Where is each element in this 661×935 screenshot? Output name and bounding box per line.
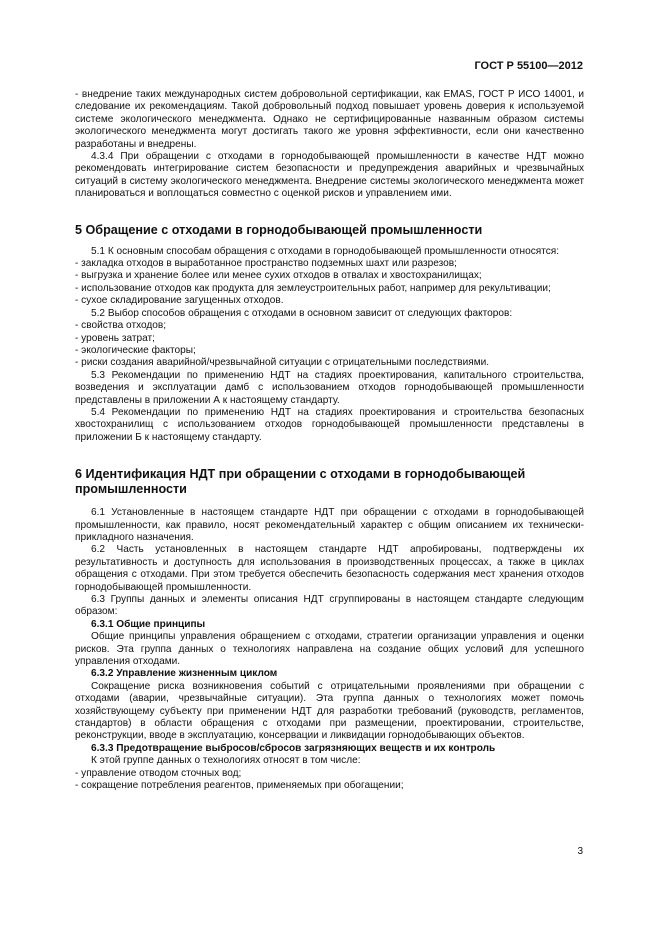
section-6-paragraph: 6.1 Установленные в настоящем стандарте НДТ при обращении с отходами в горнодобывающей промышленности, как правило, носят рекомендательный характер с общим описанием их технически-прикладного назначения. <box>75 507 584 543</box>
section-6-paragraph: Сокращение риска возникновения событий с отрицательными проявлениями при обращении с отходами (аварии, чрезвычайные ситуации). Эта группа данных о технологиях может помочь хозяйствующему субъекту при применении НДТ для разработки требований (руководств, регламентов, стандартов) в области обращения с отходами при размещении, проектировании, строительстве, реконструкции, вводе в эксплуатацию, консервации и ликвидации горнодобывающих объектов. <box>75 680 584 742</box>
intro-paragraph: 4.3.4 При обращении с отходами в горнодобывающей промышленности в качестве НДТ можно рекомендовать интегрирование систем безопасности и предупреждения аварийных и чрезвычайных ситуаций в систему экологического менеджмента. Внедрение системы экологического менеджмента может планироваться и воплощаться совместно с оценкой рисков и управлением ими. <box>75 151 584 200</box>
section-5-line: - закладка отходов в выработанное пространство подземных шахт или разрезов; <box>75 258 457 270</box>
section-5-line: - сухое складирование загущенных отходов. <box>75 295 284 307</box>
list-item: - сокращение потребления реагентов, применяемых при обогащении; <box>75 780 404 792</box>
section-6-heading: 6 Идентификация НДТ при обращении с отходами в горнодобывающей промышленности <box>75 467 526 497</box>
standard-header: ГОСТ Р 55100—2012 <box>474 60 583 72</box>
section-6-paragraph: 6.2 Часть установленных в настоящем стандарте НДТ апробированы, подтверждены их результативность и доступность для использования в производственных процессах, а также в циклах обращения с отходами. При этом требуется обеспечить безопасность содержания мест хранения отходов горнодобывающей промышленности. <box>75 544 584 593</box>
section-5-line: - уровень затрат; <box>75 332 155 344</box>
section-6-paragraph: 6.3 Группы данных и элементы описания НДТ сгруппированы в настоящем стандарте следующим образом: <box>75 594 584 618</box>
section-6-paragraph: К этой группе данных о технологиях относят в том числе: <box>91 755 361 767</box>
subsection-heading: 6.3.3 Предотвращение выбросов/сбросов загрязняющих веществ и их контроль <box>91 742 496 754</box>
section-5-line: 5.3 Рекомендации по применению НДТ на стадиях проектирования, капитального строительства, возведения и эксплуатации дамб с использованием отходов горнодобывающей промышленности представлены в приложении А к настоящему стандарту. <box>75 369 584 406</box>
subsection-heading: 6.3.2 Управление жизненным циклом <box>91 668 278 680</box>
section-5-line: 5.4 Рекомендации по применению НДТ на стадиях проектирования и строительства безопасных хвостохранилищ с использованием отходов горнодобывающей промышленности представлены в приложении Б к настоящему стандарту. <box>75 406 584 443</box>
subsection-heading: 6.3.1 Общие принципы <box>91 618 206 630</box>
page-number: 3 <box>577 846 583 857</box>
section-5-line: - экологические факторы; <box>75 344 196 356</box>
section-5-line: 5.2 Выбор способов обращения с отходами в основном зависит от следующих факторов: <box>91 307 513 319</box>
list-item: - управление отводом сточных вод; <box>75 767 242 779</box>
section-5-line: - свойства отходов; <box>75 320 167 332</box>
section-6-paragraph: Общие принципы управления обращением с отходами, стратегии организации управления и оценки рисков. Эта группа данных о технологиях направлена на создание общих условий для успешного управления отходами. <box>75 631 584 668</box>
section-5-line: - риски создания аварийной/чрезвычайной ситуации с отрицательными последствиями. <box>75 357 490 369</box>
section-5-line: - использование отходов как продукта для землеустроительных работ, например для рекультивации; <box>75 282 551 294</box>
section-5-line: 5.1 К основным способам обращения с отходами в горнодобывающей промышленности относятся: <box>91 245 560 257</box>
section-5-heading: 5 Обращение с отходами в горнодобывающей промышленности <box>75 222 483 237</box>
page-content <box>75 89 584 793</box>
intro-paragraph: - внедрение таких международных систем добровольной сертификации, как EMAS, ГОСТ Р ИСО 14001, и следование их рекомендациям. Такой добровольный подход повышает уровень доверия к используемой системе экологического менеджмента. Однако не сертифицированные названным образом системы экологического менеджмента могут достигать такого же уровня эффективности, если они качественно разработаны и внедрены. <box>75 89 584 150</box>
section-5-line: - выгрузка и хранение более или менее сухих отходов в отвалах и хвостохранилищах; <box>75 270 482 282</box>
